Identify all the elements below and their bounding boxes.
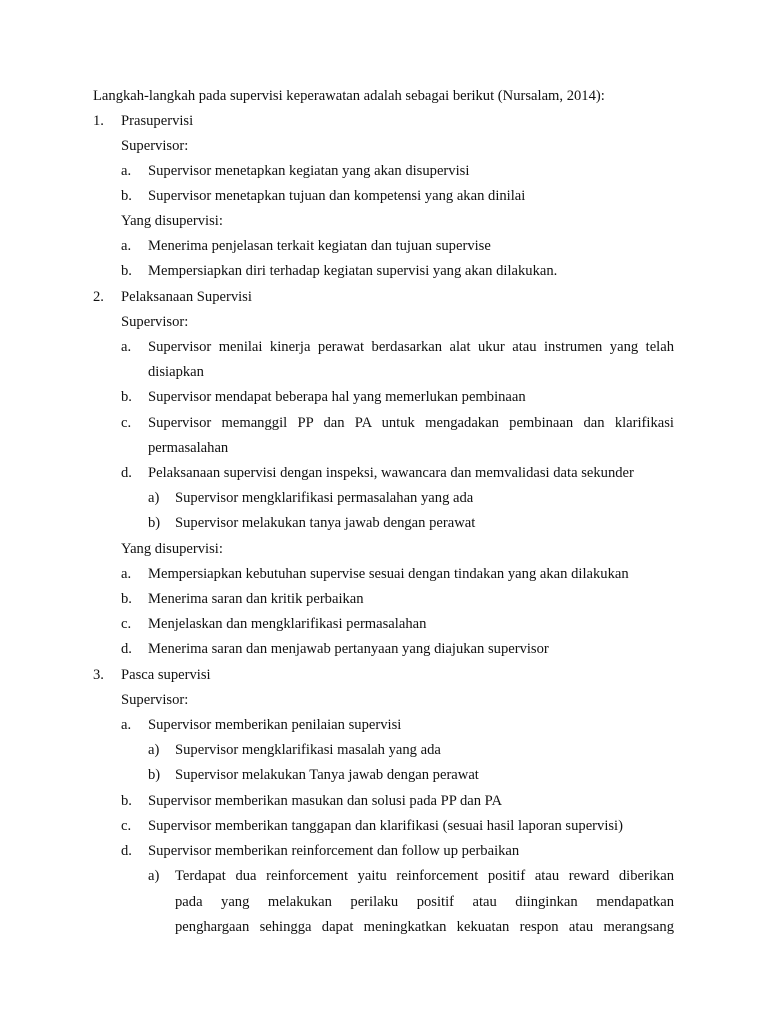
list-marker: a. xyxy=(121,566,132,582)
list-item: Menerima saran dan kritik perbaikan xyxy=(148,591,364,607)
sublist-marker: b) xyxy=(148,515,161,531)
sublist-item-continuation: penghargaan sehingga dapat meningkatkan kekuatan respon atau merangsang xyxy=(175,919,674,935)
list-marker: c. xyxy=(121,616,132,632)
list-marker: b. xyxy=(121,263,132,279)
list-item: Supervisor memberikan reinforcement dan follow up perbaikan xyxy=(148,843,520,859)
list-item: Menjelaskan dan mengklarifikasi permasalahan xyxy=(148,616,427,632)
sublist-item: Supervisor melakukan Tanya jawab dengan perawat xyxy=(175,767,479,783)
list-item: Supervisor mendapat beberapa hal yang memerlukan pembinaan xyxy=(148,389,526,405)
list-item: Supervisor memberikan penilaian supervisi xyxy=(148,717,402,733)
list-marker: a. xyxy=(121,339,132,355)
section-title: Pasca supervisi xyxy=(121,667,211,683)
sublist-item: Supervisor mengklarifikasi masalah yang ada xyxy=(175,742,441,758)
sublist-marker: a) xyxy=(148,490,160,506)
section-title: Pelaksanaan Supervisi xyxy=(121,289,252,305)
list-marker: a. xyxy=(121,238,132,254)
subgroup-label: Yang disupervisi: xyxy=(121,541,223,557)
list-marker: b. xyxy=(121,793,132,809)
sublist-item: Supervisor melakukan tanya jawab dengan perawat xyxy=(175,515,476,531)
list-marker: d. xyxy=(121,465,132,481)
list-marker: c. xyxy=(121,818,132,834)
list-marker: b. xyxy=(121,188,132,204)
list-item: Supervisor memanggil PP dan PA untuk mengadakan pembinaan dan klarifikasi xyxy=(148,415,674,431)
list-marker: a. xyxy=(121,717,132,733)
section-number: 2. xyxy=(93,289,104,305)
list-marker: d. xyxy=(121,641,132,657)
list-item: Supervisor menetapkan kegiatan yang akan disupervisi xyxy=(148,163,470,179)
section-number: 1. xyxy=(93,113,104,129)
sublist-item-continuation: pada yang melakukan perilaku positif atau diinginkan mendapatkan xyxy=(175,894,674,910)
sublist-item: Supervisor mengklarifikasi permasalahan yang ada xyxy=(175,490,474,506)
list-marker: b. xyxy=(121,389,132,405)
list-item: Menerima penjelasan terkait kegiatan dan tujuan supervise xyxy=(148,238,491,254)
section-title: Prasupervisi xyxy=(121,113,194,129)
list-item: Pelaksanaan supervisi dengan inspeksi, wawancara dan memvalidasi data sekunder xyxy=(148,465,634,481)
subgroup-label: Supervisor: xyxy=(121,692,189,708)
list-marker: b. xyxy=(121,591,132,607)
list-item: Mempersiapkan diri terhadap kegiatan supervisi yang akan dilakukan. xyxy=(148,263,558,279)
list-item: Mempersiapkan kebutuhan supervise sesuai dengan tindakan yang akan dilakukan xyxy=(148,566,629,582)
list-item-continuation: permasalahan xyxy=(148,440,229,456)
section-number: 3. xyxy=(93,667,104,683)
list-marker: a. xyxy=(121,163,132,179)
list-item-continuation: disiapkan xyxy=(148,364,204,380)
list-item: Supervisor menetapkan tujuan dan kompetensi yang akan dinilai xyxy=(148,188,526,204)
list-marker: d. xyxy=(121,843,132,859)
subgroup-label: Yang disupervisi: xyxy=(121,213,223,229)
subgroup-label: Supervisor: xyxy=(121,314,189,330)
list-item: Supervisor memberikan masukan dan solusi pada PP dan PA xyxy=(148,793,502,809)
sublist-item: Terdapat dua reinforcement yaitu reinforcement positif atau reward diberikan xyxy=(175,868,674,884)
sublist-marker: b) xyxy=(148,767,161,783)
sublist-marker: a) xyxy=(148,868,160,884)
sublist-marker: a) xyxy=(148,742,160,758)
list-item: Supervisor menilai kinerja perawat berdasarkan alat ukur atau instrumen yang telah xyxy=(148,339,674,355)
subgroup-label: Supervisor: xyxy=(121,138,189,154)
list-marker: c. xyxy=(121,415,132,431)
list-item: Supervisor memberikan tanggapan dan klarifikasi (sesuai hasil laporan supervisi) xyxy=(148,818,623,834)
list-item: Menerima saran dan menjawab pertanyaan yang diajukan supervisor xyxy=(148,641,549,657)
intro-text: Langkah-langkah pada supervisi keperawatan adalah sebagai berikut (Nursalam, 2014): xyxy=(93,88,605,104)
